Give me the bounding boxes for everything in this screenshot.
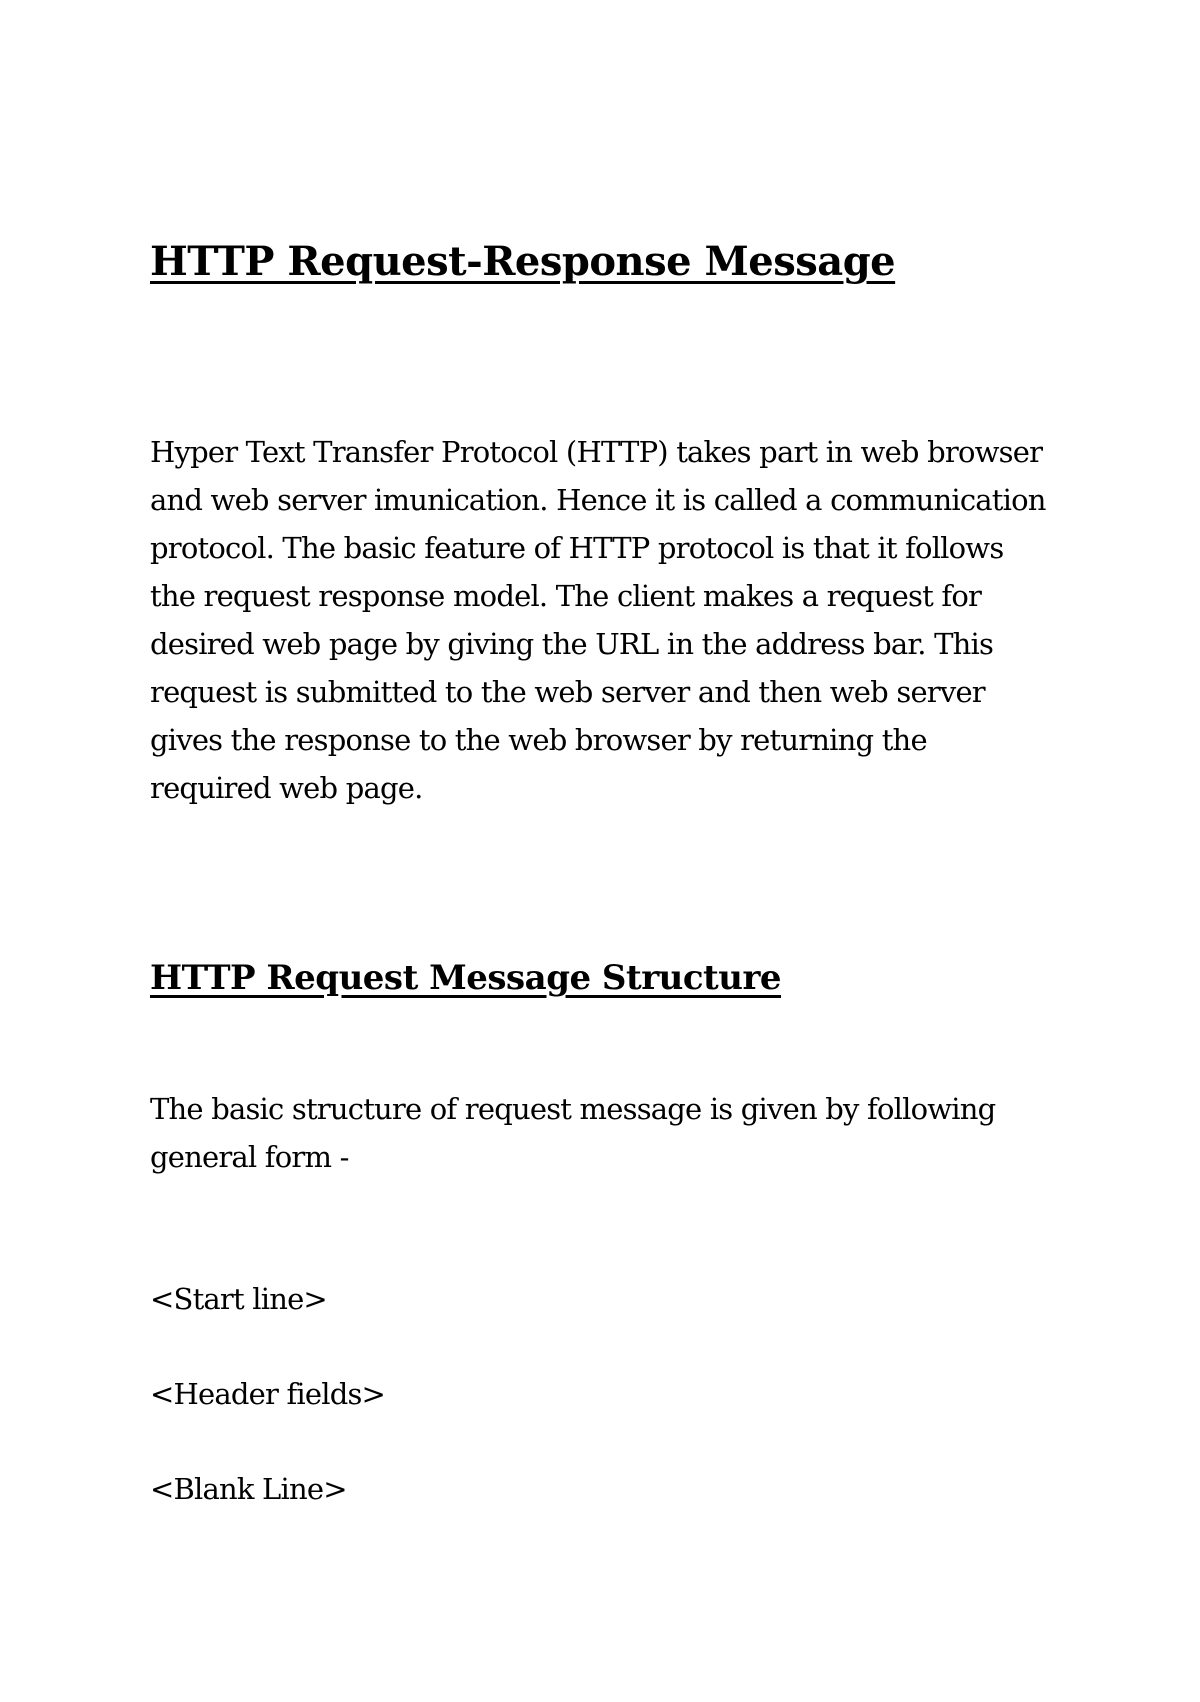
intro-paragraph: Hyper Text Transfer Protocol (HTTP) takes part in web browser and web server imunication. Hence it is called a communication protocol. The basic feature of HTTP protocol is that it follows the request response model. The client makes a request for desired web page by giving the URL in the address bar. This request is submitted to the web server and then web server gives the response to the web browser by returning the required web page. xyxy=(150,435,1046,805)
structure-paragraph: The basic structure of request message is given by following general form - xyxy=(150,1091,996,1174)
document-content xyxy=(150,238,1050,1560)
section-heading: HTTP Request Message Structure xyxy=(150,958,781,998)
general-form-item-blank-line: <Blank Line> xyxy=(150,1471,347,1506)
general-form-item-start-line: <Start line> xyxy=(150,1281,327,1316)
general-form-item-header-fields: <Header fields> xyxy=(150,1376,386,1411)
general-form-list xyxy=(150,1275,1050,1513)
document-title: HTTP Request-Response Message xyxy=(150,238,896,285)
